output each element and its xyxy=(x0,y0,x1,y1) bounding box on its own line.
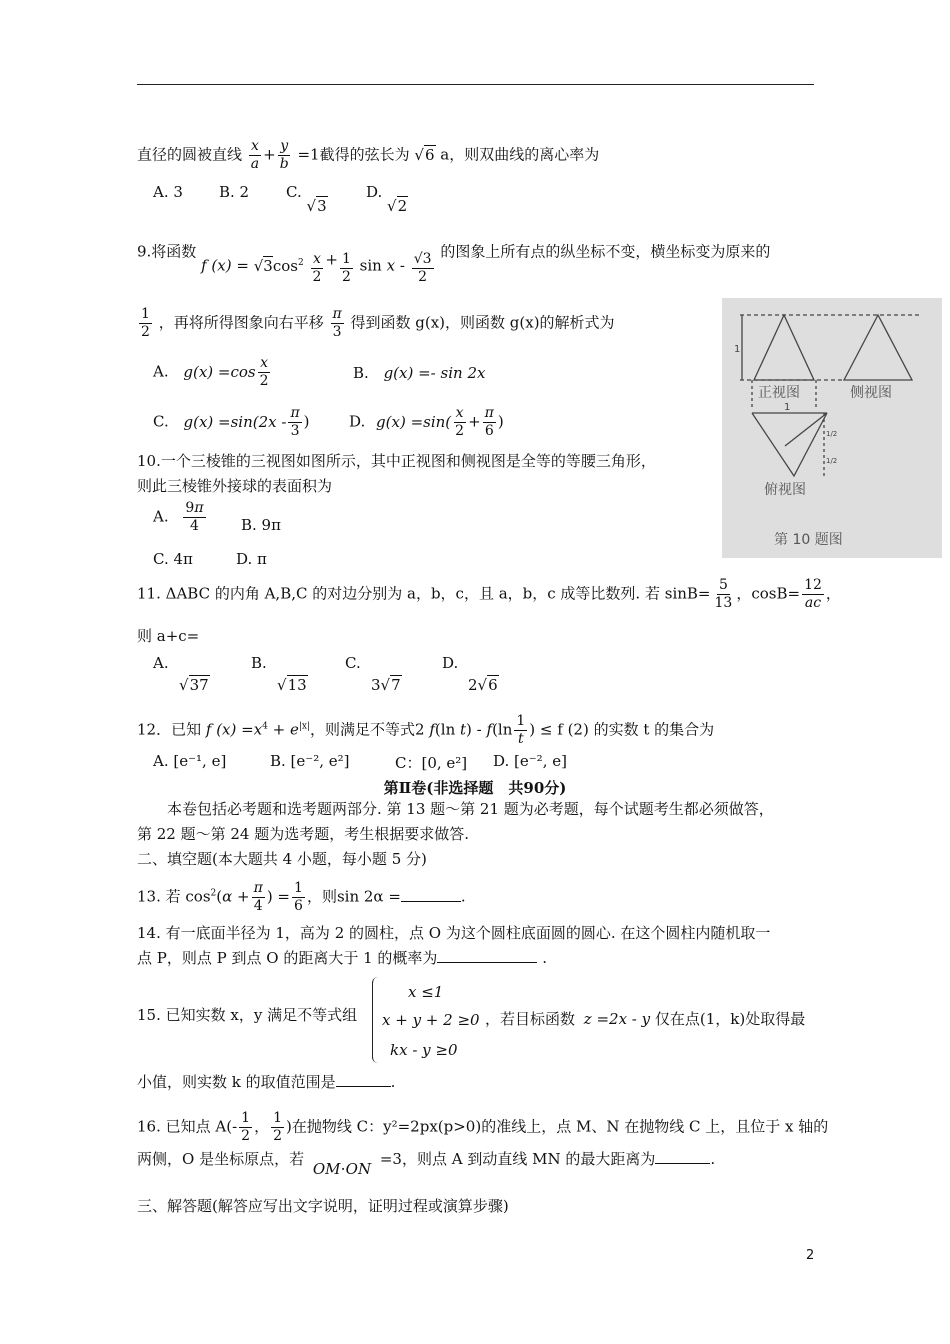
q8-option-a: A. 3 xyxy=(153,183,183,201)
q8-option-c: C. √3 xyxy=(286,183,327,215)
q8-text-a: 直径的圆被直线 xyxy=(137,145,243,164)
figure-half-label-1: 1/2 xyxy=(826,430,838,438)
q9-option-d: D. g(x) =sin( $\frac{x}{2}$ + $\frac{\pi}{6}$ ) xyxy=(349,405,504,439)
q8-option-d: D. √2 xyxy=(366,183,408,215)
figure-height-label: 1 xyxy=(734,344,741,355)
q15-stem-2: 小值，则实数 k 的取值范围是 . xyxy=(137,1073,396,1091)
q15-stem-b: ，若目标函数 z =2x - y 仅在点(1，k)处取得最 xyxy=(485,1010,806,1028)
q11-stem: 11. ΔABC 的内角 A,B,C 的对边分别为 a，b，c，且 a，b，c 成等比数列. 若 sinB= $\frac{5}{13}$ ，cosB= $\frac{12}{ac}$ ， xyxy=(137,577,841,611)
sqrt-6: √6 xyxy=(414,145,435,164)
q14-stem: 14. 有一底面半径为 1，高为 2 的圆柱，点 O 为这个圆柱底面圆的圆心. 在这个圆柱内随机取一 xyxy=(137,924,771,942)
q12-option-c: C：[0, e²] xyxy=(395,754,468,772)
q11-text: 11. ΔABC 的内角 A,B,C 的对边分别为 a，b，c，且 a，b，c 成等比数列. 若 sinB= xyxy=(137,584,711,603)
q12-stem: 12．已知 f $(x) =x^4 + e^{|x|}$，则满足不等式2 f(ln t) - f(ln $\frac{1}{t}$ ) ≤ f (2) 的实数 t 的集合为 xyxy=(137,713,715,747)
header-rule xyxy=(137,84,814,85)
q8-text-c: a，则双曲线的离心率为 xyxy=(440,145,600,164)
figure-half-label-2: 1/2 xyxy=(826,457,838,465)
q9-text-c: 得到函数 g(x)，则函数 g(x)的解析式为 xyxy=(350,313,615,332)
q13-answer-blank[interactable] xyxy=(401,901,461,902)
q10-option-c: C. 4π xyxy=(153,550,193,568)
q11-option-a: A. √37 xyxy=(153,654,209,694)
q11-option-b: B. √13 xyxy=(251,654,307,694)
q10-option-b: B. 9π xyxy=(241,516,281,534)
part2-intro-2: 第 22 题～第 24 题为选考题，考生根据要求做答. xyxy=(137,825,470,843)
q8-option-b: B. 2 xyxy=(219,183,250,201)
q10-option-d: D. π xyxy=(236,550,267,568)
q14-answer-blank[interactable] xyxy=(437,962,537,963)
figure-label-side: 侧视图 xyxy=(850,385,892,401)
q16-stem: 16. 已知点 A(- $\frac{1}{2}$ ， $\frac{1}{2}$ )在抛物线 C：y²=2px(p>0)的准线上，点 M、N 在抛物线 C 上，且位于 x 轴的 xyxy=(137,1110,829,1144)
q15-constraint-1: x ≤1 xyxy=(408,983,444,1001)
q13-stem: 13. 若 $\cos^2(\alpha$ + $\frac{\pi}{4}$ ) = $\frac{1}{6}$ ，则sin 2α = . xyxy=(137,880,466,914)
frac-x-over-a: $\frac{x}{a}$ xyxy=(250,138,260,172)
figure-width-label: 1 xyxy=(784,402,791,413)
q15-answer-blank[interactable] xyxy=(336,1086,391,1087)
figure-caption: 第 10 题图 xyxy=(774,532,843,548)
q9-text-b: ，再将所得图象向右平移 xyxy=(158,313,324,332)
section-2-heading: 二、填空题(本大题共 4 小题，每小题 5 分) xyxy=(137,850,427,868)
q8-stem: 直径的圆被直线 $\frac{x}{a}$ + $\frac{y}{b}$ =1截得的弦长为 √6 a，则双曲线的离心率为 xyxy=(137,138,600,172)
three-view-figure xyxy=(722,298,942,558)
q11-option-d: D. 2√6 xyxy=(442,654,498,694)
q10-stem-2: 则此三棱锥外接球的表面积为 xyxy=(137,477,333,495)
figure-label-front: 正视图 xyxy=(758,385,800,401)
q11-cos-text: ，cosB= xyxy=(736,584,801,603)
part2-intro-1: 本卷包括必考题和选考题两部分. 第 13 题～第 21 题为必考题，每个试题考生都必须做答， xyxy=(137,800,774,818)
q16-answer-blank[interactable] xyxy=(655,1163,710,1164)
q15-constraint-3: kx - y ≥0 xyxy=(390,1041,458,1059)
q15-constraint-2: x + y + 2 ≥0 xyxy=(382,1011,480,1029)
section-3-heading: 三、解答题(解答应写出文字说明，证明过程或演算步骤) xyxy=(137,1197,509,1215)
q10-option-a: A. $\frac{9\pi}{4}$ xyxy=(153,500,204,534)
q8-text-b: =1截得的弦长为 xyxy=(297,145,410,164)
q14-stem-2: 点 P，则点 P 到点 O 的距离大于 1 的概率为 . xyxy=(137,949,547,967)
q16-stem-2: 两侧，O 是坐标原点，若 OM⋅ON =3，则点 A 到动直线 MN 的最大距离为 . xyxy=(137,1150,716,1178)
q11-stem-2: 则 a+c= xyxy=(137,627,200,645)
three-view-drawing xyxy=(722,298,942,558)
page-number: 2 xyxy=(806,1248,815,1263)
q12-option-b: B. [e⁻², e²] xyxy=(270,752,350,770)
frac-y-over-b: $\frac{y}{b}$ xyxy=(279,138,289,172)
q9-option-b: B. g(x) =- sin 2x xyxy=(353,364,486,382)
q9-stem-2: $\frac{1}{2}$ ，再将所得图象向右平移 $\frac{\pi}{3}$ 得到函数 g(x)，则函数 g(x)的解析式为 xyxy=(141,306,615,340)
q12-option-d: D. [e⁻², e] xyxy=(493,752,567,770)
q9-stem: 9.将函数 f $(x) = √3\cos^2$ $\frac{x}{2}$ + $\frac{1}{2}$ sin x - $\frac{√3}{2}$ 的图象上所有点的纵坐标不变，横坐标变为原来的 xyxy=(137,242,771,285)
q11-option-c: C. 3√7 xyxy=(345,654,401,694)
q9-option-c: C. g(x) =sin(2x - $\frac{\pi}{3}$ ) xyxy=(153,405,310,439)
q9-option-a: A. g(x) =cos $\frac{x}{2}$ xyxy=(153,355,269,389)
q12-option-a: A. [e⁻¹, e] xyxy=(153,752,227,770)
q9-text-a: 的图象上所有点的纵坐标不变，横坐标变为原来的 xyxy=(440,242,771,261)
q10-stem: 10.一个三棱锥的三视图如图所示，其中正视图和侧视图是全等的等腰三角形， xyxy=(137,452,656,470)
part2-heading: 第Ⅱ卷(非选择题 共90分) xyxy=(383,779,567,797)
q15-stem: 15. 已知实数 x，y 满足不等式组 xyxy=(137,1006,358,1024)
figure-label-top: 俯视图 xyxy=(764,482,806,498)
